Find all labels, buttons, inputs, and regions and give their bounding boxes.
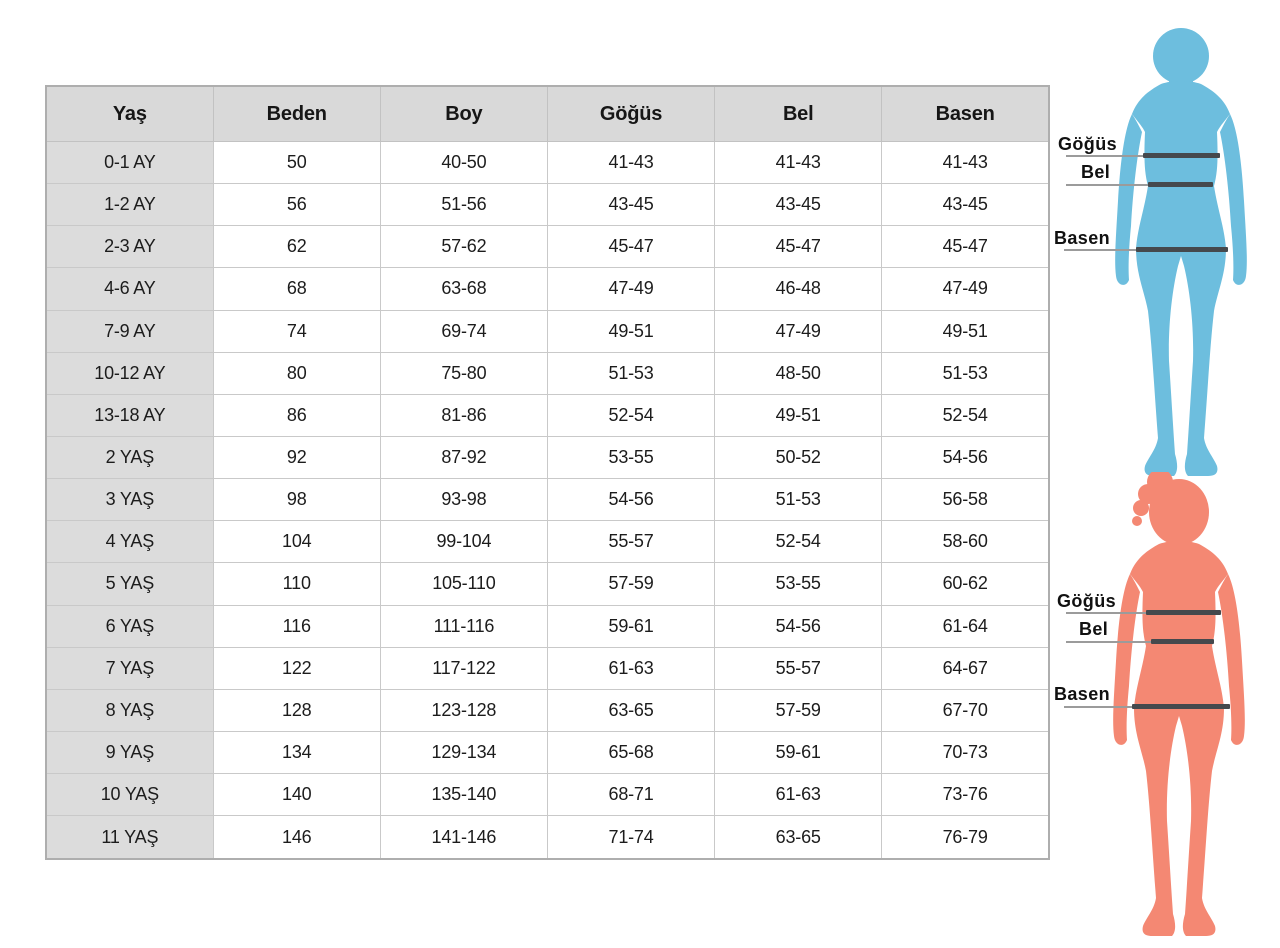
age-cell: 0-1 AY (46, 142, 213, 184)
column-header: Basen (882, 86, 1049, 142)
value-cell: 117-122 (380, 647, 547, 689)
column-header: Bel (715, 86, 882, 142)
girl-chest-line (1146, 610, 1221, 615)
table-row (46, 184, 1049, 226)
boy-waist-line (1148, 182, 1213, 187)
value-cell: 74 (213, 310, 380, 352)
value-cell: 73-76 (882, 774, 1049, 816)
value-cell: 43-45 (715, 184, 882, 226)
size-table (45, 85, 1050, 860)
boy-torso-legs-shape (1132, 81, 1230, 476)
value-cell: 69-74 (380, 310, 547, 352)
value-cell: 63-68 (380, 268, 547, 310)
table-row (46, 731, 1049, 773)
value-cell: 53-55 (547, 436, 714, 478)
value-cell: 53-55 (715, 563, 882, 605)
value-cell: 65-68 (547, 731, 714, 773)
value-cell: 116 (213, 605, 380, 647)
age-cell: 8 YAŞ (46, 689, 213, 731)
value-cell: 49-51 (882, 310, 1049, 352)
value-cell: 45-47 (547, 226, 714, 268)
value-cell: 59-61 (547, 605, 714, 647)
age-cell: 9 YAŞ (46, 731, 213, 773)
value-cell: 51-56 (380, 184, 547, 226)
value-cell: 87-92 (380, 436, 547, 478)
boy-silhouette (1098, 26, 1262, 478)
value-cell: 52-54 (547, 394, 714, 436)
value-cell: 56-58 (882, 479, 1049, 521)
value-cell: 140 (213, 774, 380, 816)
age-cell: 7 YAŞ (46, 647, 213, 689)
column-header: Yaş (46, 86, 213, 142)
value-cell: 47-49 (715, 310, 882, 352)
value-cell: 57-59 (547, 563, 714, 605)
table-row (46, 142, 1049, 184)
age-cell: 11 YAŞ (46, 816, 213, 859)
value-cell: 61-64 (882, 605, 1049, 647)
value-cell: 51-53 (882, 352, 1049, 394)
table-row (46, 479, 1049, 521)
table-row (46, 563, 1049, 605)
table-row (46, 226, 1049, 268)
value-cell: 52-54 (882, 394, 1049, 436)
value-cell: 41-43 (715, 142, 882, 184)
column-header: Boy (380, 86, 547, 142)
boy-chest-label: Göğüs (1058, 134, 1117, 154)
value-cell: 46-48 (715, 268, 882, 310)
value-cell: 70-73 (882, 731, 1049, 773)
value-cell: 71-74 (547, 816, 714, 859)
value-cell: 129-134 (380, 731, 547, 773)
value-cell: 75-80 (380, 352, 547, 394)
value-cell: 135-140 (380, 774, 547, 816)
table-row (46, 352, 1049, 394)
table-row (46, 521, 1049, 563)
value-cell: 51-53 (715, 479, 882, 521)
value-cell: 54-56 (715, 605, 882, 647)
value-cell: 61-63 (715, 774, 882, 816)
boy-waist-label: Bel (1081, 162, 1111, 182)
value-cell: 56 (213, 184, 380, 226)
value-cell: 59-61 (715, 731, 882, 773)
girl-hip-label: Basen (1054, 684, 1111, 704)
age-cell: 4-6 AY (46, 268, 213, 310)
value-cell: 68-71 (547, 774, 714, 816)
value-cell: 49-51 (715, 394, 882, 436)
boy-body-shape (1115, 28, 1247, 476)
girl-hip-line (1132, 704, 1230, 709)
value-cell: 63-65 (715, 816, 882, 859)
value-cell: 41-43 (882, 142, 1049, 184)
value-cell: 52-54 (715, 521, 882, 563)
value-cell: 58-60 (882, 521, 1049, 563)
value-cell: 54-56 (547, 479, 714, 521)
value-cell: 104 (213, 521, 380, 563)
header-row (46, 86, 1049, 142)
girl-waist-label: Bel (1079, 619, 1109, 639)
value-cell: 55-57 (715, 647, 882, 689)
age-cell: 5 YAŞ (46, 563, 213, 605)
value-cell: 123-128 (380, 689, 547, 731)
value-cell: 76-79 (882, 816, 1049, 859)
table-row (46, 436, 1049, 478)
age-cell: 3 YAŞ (46, 479, 213, 521)
age-cell: 10-12 AY (46, 352, 213, 394)
value-cell: 99-104 (380, 521, 547, 563)
value-cell: 105-110 (380, 563, 547, 605)
value-cell: 92 (213, 436, 380, 478)
value-cell: 62 (213, 226, 380, 268)
column-header: Göğüs (547, 86, 714, 142)
girl-ponytail-shape (1133, 500, 1149, 516)
table-row (46, 268, 1049, 310)
value-cell: 98 (213, 479, 380, 521)
value-cell: 60-62 (882, 563, 1049, 605)
value-cell: 128 (213, 689, 380, 731)
value-cell: 50 (213, 142, 380, 184)
girl-ponytail-shape (1132, 516, 1142, 526)
value-cell: 81-86 (380, 394, 547, 436)
column-header: Beden (213, 86, 380, 142)
value-cell: 55-57 (547, 521, 714, 563)
table-row (46, 647, 1049, 689)
value-cell: 41-43 (547, 142, 714, 184)
value-cell: 68 (213, 268, 380, 310)
value-cell: 64-67 (882, 647, 1049, 689)
value-cell: 48-50 (715, 352, 882, 394)
value-cell: 49-51 (547, 310, 714, 352)
value-cell: 93-98 (380, 479, 547, 521)
value-cell: 122 (213, 647, 380, 689)
age-cell: 6 YAŞ (46, 605, 213, 647)
age-cell: 10 YAŞ (46, 774, 213, 816)
value-cell: 47-49 (882, 268, 1049, 310)
table-row (46, 394, 1049, 436)
age-cell: 2 YAŞ (46, 436, 213, 478)
age-cell: 1-2 AY (46, 184, 213, 226)
value-cell: 43-45 (882, 184, 1049, 226)
table-row (46, 689, 1049, 731)
value-cell: 86 (213, 394, 380, 436)
boy-hip-line (1136, 247, 1228, 252)
age-cell: 13-18 AY (46, 394, 213, 436)
value-cell: 50-52 (715, 436, 882, 478)
value-cell: 40-50 (380, 142, 547, 184)
value-cell: 45-47 (882, 226, 1049, 268)
girl-chest-label: Göğüs (1057, 591, 1116, 611)
value-cell: 61-63 (547, 647, 714, 689)
table-row (46, 816, 1049, 859)
age-cell: 7-9 AY (46, 310, 213, 352)
value-cell: 134 (213, 731, 380, 773)
value-cell: 111-116 (380, 605, 547, 647)
value-cell: 54-56 (882, 436, 1049, 478)
value-cell: 146 (213, 816, 380, 859)
table-row (46, 310, 1049, 352)
value-cell: 57-59 (715, 689, 882, 731)
value-cell: 47-49 (547, 268, 714, 310)
table-row (46, 605, 1049, 647)
age-cell: 4 YAŞ (46, 521, 213, 563)
value-cell: 51-53 (547, 352, 714, 394)
boy-chest-line (1143, 153, 1220, 158)
boy-hip-label: Basen (1054, 228, 1111, 248)
value-cell: 43-45 (547, 184, 714, 226)
value-cell: 67-70 (882, 689, 1049, 731)
value-cell: 45-47 (715, 226, 882, 268)
value-cell: 63-65 (547, 689, 714, 731)
value-cell: 110 (213, 563, 380, 605)
girl-torso-legs-shape (1130, 541, 1228, 936)
value-cell: 141-146 (380, 816, 547, 859)
value-cell: 80 (213, 352, 380, 394)
girl-waist-line (1151, 639, 1214, 644)
value-cell: 57-62 (380, 226, 547, 268)
table-row (46, 774, 1049, 816)
age-cell: 2-3 AY (46, 226, 213, 268)
size-table-body (46, 142, 1049, 860)
